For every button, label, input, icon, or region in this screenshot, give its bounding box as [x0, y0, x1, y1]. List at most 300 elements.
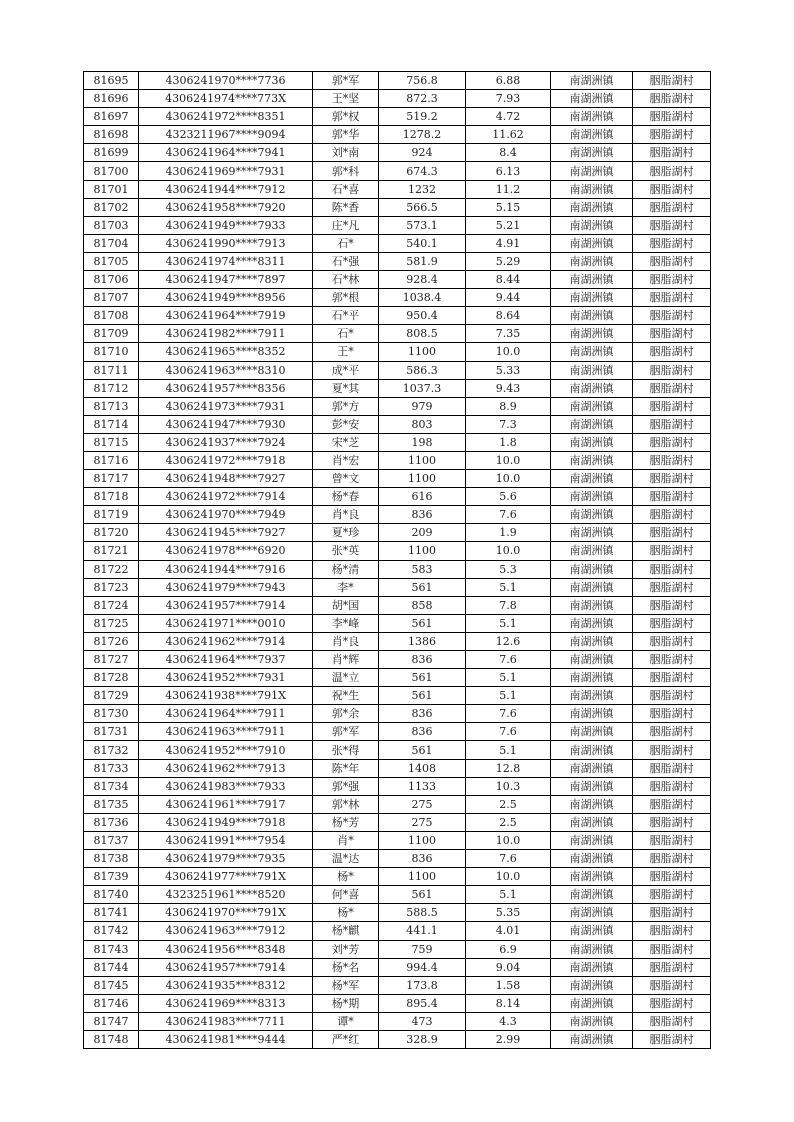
area-cell: 10.3: [466, 777, 551, 795]
area-cell: 8.14: [466, 994, 551, 1012]
town-cell: 南湖洲镇: [551, 614, 633, 632]
area-cell: 2.5: [466, 813, 551, 831]
id-number-cell: 4306241991****7954: [139, 831, 313, 849]
amount-cell: 836: [379, 506, 466, 524]
table-row: [84, 831, 711, 849]
village-cell: 胭脂湖村: [633, 651, 711, 669]
table-row: [84, 940, 711, 958]
town-cell: 南湖洲镇: [551, 994, 633, 1012]
amount-cell: 441.1: [379, 922, 466, 940]
amount-cell: 674.3: [379, 162, 466, 180]
table-row: [84, 198, 711, 216]
town-cell: 南湖洲镇: [551, 669, 633, 687]
amount-cell: 836: [379, 651, 466, 669]
id-number-cell: 4306241963****8310: [139, 361, 313, 379]
name-cell: 石*林: [313, 271, 379, 289]
village-cell: 胭脂湖村: [633, 488, 711, 506]
amount-cell: 872.3: [379, 90, 466, 108]
amount-cell: 928.4: [379, 271, 466, 289]
village-cell: 胭脂湖村: [633, 759, 711, 777]
village-cell: 胭脂湖村: [633, 669, 711, 687]
town-cell: 南湖洲镇: [551, 976, 633, 994]
serial-cell: 81699: [84, 144, 139, 162]
name-cell: 郭*余: [313, 705, 379, 723]
table-row: [84, 651, 711, 669]
village-cell: 胭脂湖村: [633, 361, 711, 379]
village-cell: 胭脂湖村: [633, 813, 711, 831]
village-cell: 胭脂湖村: [633, 216, 711, 234]
area-cell: 5.6: [466, 488, 551, 506]
area-cell: 5.1: [466, 578, 551, 596]
name-cell: 肖*: [313, 831, 379, 849]
amount-cell: 616: [379, 488, 466, 506]
area-cell: 8.44: [466, 271, 551, 289]
town-cell: 南湖洲镇: [551, 90, 633, 108]
name-cell: 宋*芝: [313, 433, 379, 451]
serial-cell: 81698: [84, 126, 139, 144]
area-cell: 2.5: [466, 795, 551, 813]
area-cell: 9.43: [466, 379, 551, 397]
id-number-cell: 4306241961****7917: [139, 795, 313, 813]
id-number-cell: 4306241952****7910: [139, 741, 313, 759]
area-cell: 1.9: [466, 524, 551, 542]
town-cell: 南湖洲镇: [551, 343, 633, 361]
name-cell: 张*英: [313, 542, 379, 560]
area-cell: 5.1: [466, 886, 551, 904]
table-row: [84, 1030, 711, 1048]
amount-cell: 561: [379, 741, 466, 759]
village-cell: 胭脂湖村: [633, 397, 711, 415]
village-cell: 胭脂湖村: [633, 578, 711, 596]
table-row: [84, 180, 711, 198]
area-cell: 8.4: [466, 144, 551, 162]
area-cell: 8.9: [466, 397, 551, 415]
id-number-cell: 4306241944****7916: [139, 560, 313, 578]
id-number-cell: 4306241963****7912: [139, 922, 313, 940]
name-cell: 杨*春: [313, 488, 379, 506]
table-row: [84, 307, 711, 325]
village-cell: 胭脂湖村: [633, 596, 711, 614]
serial-cell: 81725: [84, 614, 139, 632]
village-cell: 胭脂湖村: [633, 542, 711, 560]
town-cell: 南湖洲镇: [551, 1030, 633, 1048]
table-row: [84, 542, 711, 560]
area-cell: 11.2: [466, 180, 551, 198]
village-cell: 胭脂湖村: [633, 994, 711, 1012]
village-cell: 胭脂湖村: [633, 976, 711, 994]
amount-cell: 561: [379, 886, 466, 904]
area-cell: 9.44: [466, 289, 551, 307]
village-cell: 胭脂湖村: [633, 1030, 711, 1048]
table-row: [84, 850, 711, 868]
id-number-cell: 4306241981****9444: [139, 1030, 313, 1048]
name-cell: 曾*文: [313, 470, 379, 488]
name-cell: 胡*国: [313, 596, 379, 614]
table-row: [84, 488, 711, 506]
id-number-cell: 4306241958****7920: [139, 198, 313, 216]
town-cell: 南湖洲镇: [551, 198, 633, 216]
table-row: [84, 361, 711, 379]
name-cell: 杨*: [313, 868, 379, 886]
serial-cell: 81716: [84, 451, 139, 469]
table-row: [84, 868, 711, 886]
serial-cell: 81741: [84, 904, 139, 922]
town-cell: 南湖洲镇: [551, 325, 633, 343]
area-cell: 4.01: [466, 922, 551, 940]
village-cell: 胭脂湖村: [633, 614, 711, 632]
name-cell: 石*喜: [313, 180, 379, 198]
serial-cell: 81731: [84, 723, 139, 741]
town-cell: 南湖洲镇: [551, 180, 633, 198]
town-cell: 南湖洲镇: [551, 922, 633, 940]
name-cell: 夏*珍: [313, 524, 379, 542]
table-row: [84, 162, 711, 180]
name-cell: 肖*良: [313, 632, 379, 650]
town-cell: 南湖洲镇: [551, 777, 633, 795]
table-body: [84, 72, 711, 1049]
name-cell: 温*达: [313, 850, 379, 868]
serial-cell: 81740: [84, 886, 139, 904]
area-cell: 6.9: [466, 940, 551, 958]
amount-cell: 858: [379, 596, 466, 614]
serial-cell: 81717: [84, 470, 139, 488]
id-number-cell: 4306241983****7933: [139, 777, 313, 795]
town-cell: 南湖洲镇: [551, 596, 633, 614]
id-number-cell: 4323211967****9094: [139, 126, 313, 144]
table-row: [84, 72, 711, 90]
id-number-cell: 4306241935****8312: [139, 976, 313, 994]
area-cell: 9.04: [466, 958, 551, 976]
serial-cell: 81713: [84, 397, 139, 415]
name-cell: 祝*生: [313, 687, 379, 705]
village-cell: 胭脂湖村: [633, 886, 711, 904]
area-cell: 7.35: [466, 325, 551, 343]
id-number-cell: 4306241947****7897: [139, 271, 313, 289]
serial-cell: 81708: [84, 307, 139, 325]
village-cell: 胭脂湖村: [633, 325, 711, 343]
amount-cell: 808.5: [379, 325, 466, 343]
village-cell: 胭脂湖村: [633, 90, 711, 108]
table-row: [84, 759, 711, 777]
town-cell: 南湖洲镇: [551, 868, 633, 886]
table-row: [84, 687, 711, 705]
serial-cell: 81727: [84, 651, 139, 669]
id-number-cell: 4306241983****7711: [139, 1012, 313, 1030]
table-row: [84, 705, 711, 723]
village-cell: 胭脂湖村: [633, 433, 711, 451]
amount-cell: 473: [379, 1012, 466, 1030]
name-cell: 石*: [313, 234, 379, 252]
town-cell: 南湖洲镇: [551, 542, 633, 560]
name-cell: 杨*: [313, 904, 379, 922]
name-cell: 谭*: [313, 1012, 379, 1030]
name-cell: 杨*名: [313, 958, 379, 976]
id-number-cell: 4306241990****7913: [139, 234, 313, 252]
town-cell: 南湖洲镇: [551, 506, 633, 524]
area-cell: 10.0: [466, 451, 551, 469]
town-cell: 南湖洲镇: [551, 433, 633, 451]
table-row: [84, 108, 711, 126]
town-cell: 南湖洲镇: [551, 886, 633, 904]
table-row: [84, 994, 711, 1012]
id-number-cell: 4323251961****8520: [139, 886, 313, 904]
village-cell: 胭脂湖村: [633, 922, 711, 940]
id-number-cell: 4306241956****8348: [139, 940, 313, 958]
town-cell: 南湖洲镇: [551, 850, 633, 868]
serial-cell: 81697: [84, 108, 139, 126]
table-row: [84, 470, 711, 488]
table-row: [84, 90, 711, 108]
serial-cell: 81742: [84, 922, 139, 940]
serial-cell: 81714: [84, 415, 139, 433]
village-cell: 胭脂湖村: [633, 415, 711, 433]
area-cell: 10.0: [466, 343, 551, 361]
serial-cell: 81743: [84, 940, 139, 958]
id-number-cell: 4306241964****7941: [139, 144, 313, 162]
name-cell: 肖*辉: [313, 651, 379, 669]
town-cell: 南湖洲镇: [551, 524, 633, 542]
town-cell: 南湖洲镇: [551, 470, 633, 488]
village-cell: 胭脂湖村: [633, 705, 711, 723]
table-row: [84, 632, 711, 650]
town-cell: 南湖洲镇: [551, 560, 633, 578]
name-cell: 刘*芳: [313, 940, 379, 958]
town-cell: 南湖洲镇: [551, 904, 633, 922]
name-cell: 杨*军: [313, 976, 379, 994]
id-number-cell: 4306241952****7931: [139, 669, 313, 687]
serial-cell: 81748: [84, 1030, 139, 1048]
amount-cell: 1037.3: [379, 379, 466, 397]
town-cell: 南湖洲镇: [551, 307, 633, 325]
serial-cell: 81747: [84, 1012, 139, 1030]
table-row: [84, 216, 711, 234]
amount-cell: 1038.4: [379, 289, 466, 307]
table-row: [84, 433, 711, 451]
name-cell: 夏*其: [313, 379, 379, 397]
town-cell: 南湖洲镇: [551, 271, 633, 289]
serial-cell: 81701: [84, 180, 139, 198]
table-row: [84, 813, 711, 831]
table-row: [84, 343, 711, 361]
data-table: [83, 71, 711, 1049]
table-row: [84, 506, 711, 524]
town-cell: 南湖洲镇: [551, 108, 633, 126]
amount-cell: 275: [379, 813, 466, 831]
id-number-cell: 4306241949****8956: [139, 289, 313, 307]
area-cell: 5.21: [466, 216, 551, 234]
id-number-cell: 4306241964****7919: [139, 307, 313, 325]
name-cell: 王*坚: [313, 90, 379, 108]
name-cell: 王*: [313, 343, 379, 361]
amount-cell: 836: [379, 850, 466, 868]
id-number-cell: 4306241969****8313: [139, 994, 313, 1012]
amount-cell: 328.9: [379, 1030, 466, 1048]
town-cell: 南湖洲镇: [551, 741, 633, 759]
name-cell: 杨*清: [313, 560, 379, 578]
amount-cell: 1133: [379, 777, 466, 795]
amount-cell: 588.5: [379, 904, 466, 922]
name-cell: 石*强: [313, 252, 379, 270]
amount-cell: 979: [379, 397, 466, 415]
id-number-cell: 4306241948****7927: [139, 470, 313, 488]
id-number-cell: 4306241978****6920: [139, 542, 313, 560]
town-cell: 南湖洲镇: [551, 162, 633, 180]
serial-cell: 81733: [84, 759, 139, 777]
name-cell: 李*: [313, 578, 379, 596]
area-cell: 12.8: [466, 759, 551, 777]
area-cell: 7.6: [466, 705, 551, 723]
name-cell: 陈*香: [313, 198, 379, 216]
serial-cell: 81729: [84, 687, 139, 705]
id-number-cell: 4306241938****791X: [139, 687, 313, 705]
town-cell: 南湖洲镇: [551, 578, 633, 596]
table-row: [84, 560, 711, 578]
id-number-cell: 4306241964****7911: [139, 705, 313, 723]
serial-cell: 81746: [84, 994, 139, 1012]
id-number-cell: 4306241957****8356: [139, 379, 313, 397]
table-row: [84, 451, 711, 469]
village-cell: 胭脂湖村: [633, 234, 711, 252]
amount-cell: 836: [379, 705, 466, 723]
serial-cell: 81703: [84, 216, 139, 234]
id-number-cell: 4306241944****7912: [139, 180, 313, 198]
table-row: [84, 886, 711, 904]
amount-cell: 1232: [379, 180, 466, 198]
amount-cell: 759: [379, 940, 466, 958]
name-cell: 石*: [313, 325, 379, 343]
name-cell: 何*喜: [313, 886, 379, 904]
serial-cell: 81745: [84, 976, 139, 994]
id-number-cell: 4306241971****0010: [139, 614, 313, 632]
id-number-cell: 4306241970****791X: [139, 904, 313, 922]
town-cell: 南湖洲镇: [551, 795, 633, 813]
name-cell: 成*平: [313, 361, 379, 379]
table-row: [84, 958, 711, 976]
name-cell: 刘*南: [313, 144, 379, 162]
area-cell: 12.6: [466, 632, 551, 650]
serial-cell: 81700: [84, 162, 139, 180]
name-cell: 郭*军: [313, 723, 379, 741]
amount-cell: 950.4: [379, 307, 466, 325]
village-cell: 胭脂湖村: [633, 1012, 711, 1030]
name-cell: 严*红: [313, 1030, 379, 1048]
name-cell: 张*得: [313, 741, 379, 759]
town-cell: 南湖洲镇: [551, 723, 633, 741]
amount-cell: 1408: [379, 759, 466, 777]
amount-cell: 561: [379, 687, 466, 705]
name-cell: 庄*凡: [313, 216, 379, 234]
serial-cell: 81715: [84, 433, 139, 451]
table-row: [84, 252, 711, 270]
id-number-cell: 4306241957****7914: [139, 958, 313, 976]
name-cell: 陈*年: [313, 759, 379, 777]
town-cell: 南湖洲镇: [551, 361, 633, 379]
serial-cell: 81724: [84, 596, 139, 614]
amount-cell: 1386: [379, 632, 466, 650]
village-cell: 胭脂湖村: [633, 850, 711, 868]
village-cell: 胭脂湖村: [633, 379, 711, 397]
table-row: [84, 976, 711, 994]
town-cell: 南湖洲镇: [551, 958, 633, 976]
town-cell: 南湖洲镇: [551, 397, 633, 415]
town-cell: 南湖洲镇: [551, 126, 633, 144]
area-cell: 1.8: [466, 433, 551, 451]
area-cell: 7.6: [466, 723, 551, 741]
area-cell: 7.6: [466, 651, 551, 669]
id-number-cell: 4306241982****7911: [139, 325, 313, 343]
serial-cell: 81695: [84, 72, 139, 90]
amount-cell: 1278.2: [379, 126, 466, 144]
amount-cell: 756.8: [379, 72, 466, 90]
name-cell: 李*峰: [313, 614, 379, 632]
amount-cell: 586.3: [379, 361, 466, 379]
area-cell: 2.99: [466, 1030, 551, 1048]
id-number-cell: 4306241970****7736: [139, 72, 313, 90]
area-cell: 5.35: [466, 904, 551, 922]
serial-cell: 81719: [84, 506, 139, 524]
village-cell: 胭脂湖村: [633, 904, 711, 922]
area-cell: 10.0: [466, 542, 551, 560]
serial-cell: 81737: [84, 831, 139, 849]
id-number-cell: 4306241962****7914: [139, 632, 313, 650]
id-number-cell: 4306241949****7918: [139, 813, 313, 831]
amount-cell: 198: [379, 433, 466, 451]
name-cell: 郭*军: [313, 72, 379, 90]
table-row: [84, 144, 711, 162]
area-cell: 10.0: [466, 831, 551, 849]
table-row: [84, 614, 711, 632]
serial-cell: 81732: [84, 741, 139, 759]
amount-cell: 1100: [379, 470, 466, 488]
village-cell: 胭脂湖村: [633, 524, 711, 542]
town-cell: 南湖洲镇: [551, 216, 633, 234]
town-cell: 南湖洲镇: [551, 234, 633, 252]
table-row: [84, 795, 711, 813]
name-cell: 郭*林: [313, 795, 379, 813]
table-row: [84, 325, 711, 343]
id-number-cell: 4306241964****7937: [139, 651, 313, 669]
town-cell: 南湖洲镇: [551, 415, 633, 433]
area-cell: 7.6: [466, 850, 551, 868]
table-row: [84, 1012, 711, 1030]
id-number-cell: 4306241969****7931: [139, 162, 313, 180]
id-number-cell: 4306241974****773X: [139, 90, 313, 108]
amount-cell: 275: [379, 795, 466, 813]
village-cell: 胭脂湖村: [633, 72, 711, 90]
table-row: [84, 904, 711, 922]
area-cell: 4.91: [466, 234, 551, 252]
area-cell: 7.3: [466, 415, 551, 433]
amount-cell: 1100: [379, 542, 466, 560]
amount-cell: 1100: [379, 868, 466, 886]
name-cell: 杨*麒: [313, 922, 379, 940]
serial-cell: 81736: [84, 813, 139, 831]
area-cell: 6.13: [466, 162, 551, 180]
village-cell: 胭脂湖村: [633, 632, 711, 650]
table-row: [84, 723, 711, 741]
village-cell: 胭脂湖村: [633, 180, 711, 198]
name-cell: 郭*华: [313, 126, 379, 144]
table-row: [84, 596, 711, 614]
town-cell: 南湖洲镇: [551, 451, 633, 469]
village-cell: 胭脂湖村: [633, 126, 711, 144]
serial-cell: 81710: [84, 343, 139, 361]
village-cell: 胭脂湖村: [633, 144, 711, 162]
name-cell: 郭*权: [313, 108, 379, 126]
serial-cell: 81718: [84, 488, 139, 506]
village-cell: 胭脂湖村: [633, 687, 711, 705]
village-cell: 胭脂湖村: [633, 162, 711, 180]
